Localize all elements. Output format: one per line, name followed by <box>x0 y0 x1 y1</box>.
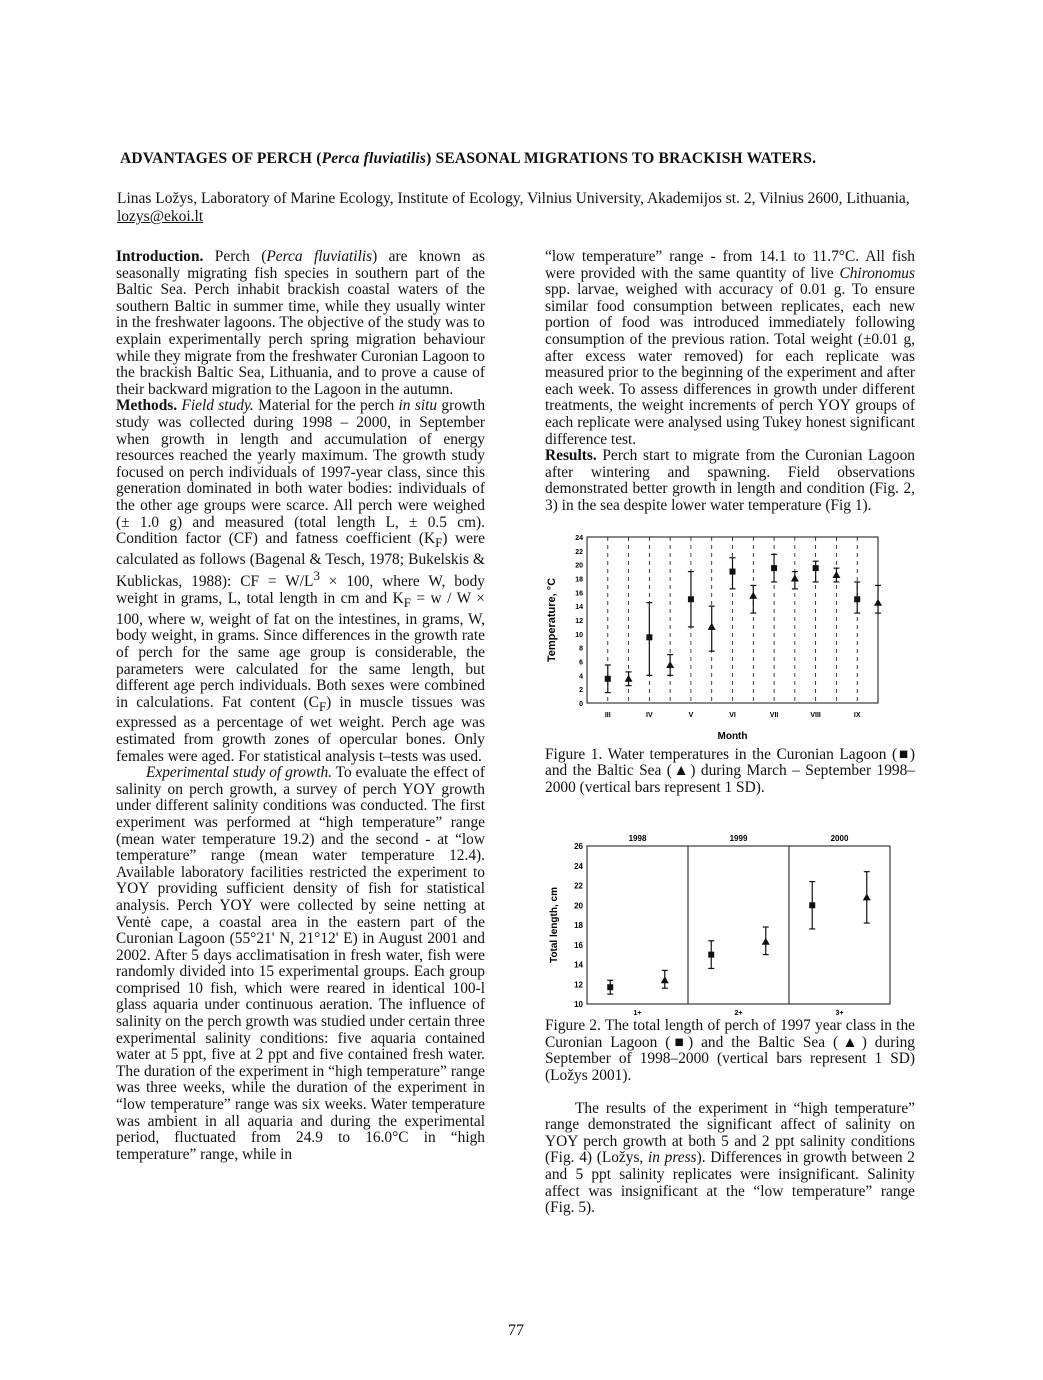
y-tick-label: 26 <box>574 842 583 852</box>
figure-2-caption: Figure 2. The total length of perch of 1997 year class in the Curonian Lagoon (■) and the Baltic Sea (▲) during September of 1998–2000 (vertical bars represent 1 SD) (Ložys 2001). <box>545 1017 915 1085</box>
page-number: 77 <box>508 1322 524 1339</box>
triangle-point <box>832 571 840 578</box>
y-tick-label: 8 <box>579 645 583 653</box>
plot-frame <box>587 846 890 1004</box>
methods-text: Material for the perch <box>253 397 399 415</box>
x-tick-label: VI <box>729 711 736 719</box>
triangle-point <box>762 938 770 945</box>
subscript-f: F <box>403 596 411 611</box>
methods-text: ) in muscle tissues was expressed as a percentage of wet weight. Perch age was estimated from growth zones of opercular bones. Only females were aged. For statistical analysis t–tests was used. <box>116 693 485 765</box>
intro-text: Perch ( <box>203 248 267 265</box>
y-tick-label: 22 <box>575 548 583 556</box>
panel-age-label: 2+ <box>734 1010 743 1018</box>
triangle-point <box>874 598 882 605</box>
y-tick-label: 2 <box>579 686 583 694</box>
introduction-paragraph <box>116 249 485 398</box>
results-text: Perch start to migrate from the Curonian Lagoon after wintering and spawning. Field observations demonstrated better growth in length and condition (Fig. 2, 3) in the sea despite lower water temperature (Fig 1). <box>545 447 915 514</box>
chironomus-term: Chironomus <box>839 264 915 282</box>
results-paragraph <box>545 448 915 514</box>
title-pre: ADVANTAGES OF PERCH ( <box>120 150 322 167</box>
panel-age-label: 3+ <box>835 1010 844 1018</box>
square-point <box>688 596 694 602</box>
x-tick-label: IV <box>646 711 653 719</box>
y-tick-label: 18 <box>574 921 583 931</box>
intro-species: Perca fluviatilis <box>266 248 373 265</box>
y-tick-label: 14 <box>575 603 583 611</box>
y-axis-title: Temperature, °C <box>546 577 558 662</box>
x-tick-label: IX <box>853 711 861 719</box>
right-column <box>545 249 915 1217</box>
y-tick-label: 16 <box>574 941 583 951</box>
y-tick-label: 24 <box>574 862 583 872</box>
triangle-point <box>625 674 633 681</box>
y-tick-label: 10 <box>575 631 583 639</box>
methods-paragraph <box>116 398 485 765</box>
results-heading: Results. <box>545 447 597 465</box>
square-point <box>771 565 777 571</box>
figure-2-chart <box>545 826 915 1018</box>
y-tick-label: 16 <box>575 589 583 597</box>
y-tick-label: 12 <box>574 980 583 990</box>
x-tick-label: III <box>604 711 611 719</box>
methods-text: ) were calculated as follows (Bagenal & Tesch, 1978; Bukelskis & Kublickas, 1988): CF = W/L <box>116 530 485 591</box>
intro-heading: Introduction. <box>116 248 204 265</box>
y-tick-label: 20 <box>575 562 583 570</box>
figure-1-chart <box>545 515 915 747</box>
square-point <box>854 596 860 602</box>
author-text: Linas Ložys, Laboratory of Marine Ecology, Institute of Ecology, Vilnius University, Akademijos st. 2, Vilnius 2600, Lithuania, <box>117 190 910 207</box>
in-situ-term: in situ <box>398 397 438 415</box>
experimental-heading: Experimental study of growth. <box>146 764 333 782</box>
title-post: ) SEASONAL MIGRATIONS TO BRACKISH WATERS. <box>426 150 817 167</box>
panel-age-label: 1+ <box>633 1010 642 1018</box>
square-point <box>813 565 819 571</box>
paper-title <box>120 150 940 168</box>
subscript-f: F <box>435 536 443 551</box>
in-press-term: in press <box>647 1149 697 1167</box>
triangle-point <box>749 591 757 598</box>
triangle-point <box>791 574 799 581</box>
y-axis-title: Total length, cm <box>549 887 560 964</box>
triangle-point <box>863 894 871 901</box>
x-tick-label: VII <box>769 711 779 719</box>
y-tick-label: 14 <box>574 960 583 970</box>
triangle-point <box>708 622 716 629</box>
y-tick-label: 4 <box>579 672 583 680</box>
continued-text: spp. larvae, weighed with accuracy of 0.01 g. To ensure similar food consumption between replicates, each new portion of food was introduced immediately following consumption of the previous ration. Total weight (±0.01 g, after excess water removed) for each replicate was measured prior to the beginning of the experiment and after each week. To assess differences in growth under different treatments, the weight increments of perch YOY groups of each replicate were analysed using Tukey honest significant difference test. <box>545 281 915 448</box>
figure-1-caption: Figure 1. Water temperatures in the Curonian Lagoon (■) and the Baltic Sea (▲) during March – September 1998–2000 (vertical bars represent 1 SD). <box>545 745 915 796</box>
panel-year-label: 1998 <box>628 834 647 844</box>
methods-text: × 100, where W, body weight in grams, L, total length in cm and K <box>116 573 485 608</box>
square-point <box>809 903 815 909</box>
y-tick-label: 20 <box>574 901 583 911</box>
subscript-f: F <box>318 699 327 714</box>
final-text: ). Differences in growth between 2 and 5 ppt salinity replicates were insignificant. Salinity affect was insignificant at the “low temperature” range (Fig. 5). <box>545 1149 915 1217</box>
y-tick-label: 24 <box>575 534 583 542</box>
y-tick-label: 22 <box>574 881 583 891</box>
panel-year-label: 1999 <box>729 834 748 844</box>
superscript-3: 3 <box>313 569 320 584</box>
y-tick-label: 12 <box>575 617 583 625</box>
methods-text: = w / W × 100, where w, weight of fat on the intestines, in grams, W, body weight, in grams. Since differences in the growth rate of perch for the same age group is considerable, the parameters were calculated for the same length, but different age perch individuals. Both sexes were combined in calculations. Fat content (C <box>116 590 485 711</box>
panel-year-label: 2000 <box>830 834 849 844</box>
left-column <box>116 249 485 1163</box>
author-email[interactable]: lozys@ekoi.lt <box>117 208 204 225</box>
final-text: The results of the experiment in “high temperature” range demonstrated the significant affect of salinity on YOY perch growth at both 5 and 2 ppt salinity conditions (Fig. 4) (Ložys, <box>545 1099 915 1167</box>
title-species: Perca fluviatilis <box>321 150 427 167</box>
square-point <box>708 952 714 958</box>
triangle-point <box>666 660 674 667</box>
square-point <box>646 634 652 640</box>
experimental-paragraph <box>116 765 485 1163</box>
continued-paragraph <box>545 249 915 448</box>
methods-text: growth study was collected during 1998 – 2000, in September when growth in length and accumulation of energy resources reached the yearly maximum. The growth study focused on perch individuals of 1997-year class, since this generation dominated in both water bodies: individuals of the other age groups were scarce. All perch were weighed (± 1.0 g) and measured (total length L, ± 0.5 cm). Condition factor (CF) and fatness coefficient (K <box>116 397 486 548</box>
x-axis-title: Month <box>717 730 748 742</box>
y-tick-label: 10 <box>574 1000 583 1010</box>
y-tick-label: 6 <box>579 659 583 666</box>
field-study-heading: Field study. <box>181 397 254 415</box>
final-paragraph <box>545 1101 915 1217</box>
continued-text: “low temperature” range - from 14.1 to 11.7°C. All fish were provided with the same quantity of live <box>545 248 915 282</box>
methods-heading: Methods. <box>116 397 178 415</box>
intro-text-cont: ) are known as seasonally migrating fish species in southern part of the Baltic Sea. Perch inhabit brackish coastal waters of the southern Baltic in summer time, while they usually winter in the freshwater lagoons. The objective of the study was to explain experimentally perch spring migration behaviour while they migrate from the freshwater Curonian Lagoon to the brackish Baltic Sea, Lithuania, and to prove a cause of their backward migration to the Lagoon in the autumn. <box>116 248 485 398</box>
y-tick-label: 18 <box>575 576 583 583</box>
y-tick-label: 0 <box>579 700 583 708</box>
x-tick-label: VIII <box>810 711 821 719</box>
triangle-point <box>661 977 669 984</box>
square-point <box>730 568 736 574</box>
x-tick-label: V <box>688 711 694 719</box>
experimental-text: To evaluate the effect of salinity on perch growth, a survey of perch YOY growth under different salinity conditions was conducted. The first experiment was performed at “high temperature” range (mean water temperature 19.2) and the second - at “low temperature” range (mean water temperature 12.4). Available laboratory facilities restricted the experiment to YOY providing sufficient density of fish for statistical analysis. Perch YOY were collected by seine netting at Ventė cape, a coastal area in the eastern part of the Curonian Lagoon (55°21' N, 21°12' E) in August 2001 and 2002. After 5 days acclimatisation in fresh water, fish were randomly divided into 15 experimental groups. Each group comprised 10 fish, which were reared in identical 100-l glass aquaria under continuous aeration. The influence of salinity on the perch growth was studied under certain three experimental salinity conditions: five aquaria contained water at 5 ppt, five at 2 ppt and five contained fresh water. The duration of the experiment in “high temperature” range was three weeks, while the duration of the experiment in “low temperature” range was six weeks. Water temperature was ambient in all aquaria and during the experimental period, fluctuated from 24.9 to 16.0°C in “high temperature” range, while in <box>116 764 485 1163</box>
square-point <box>607 984 613 990</box>
author-affiliation <box>117 190 917 226</box>
square-point <box>605 675 611 681</box>
